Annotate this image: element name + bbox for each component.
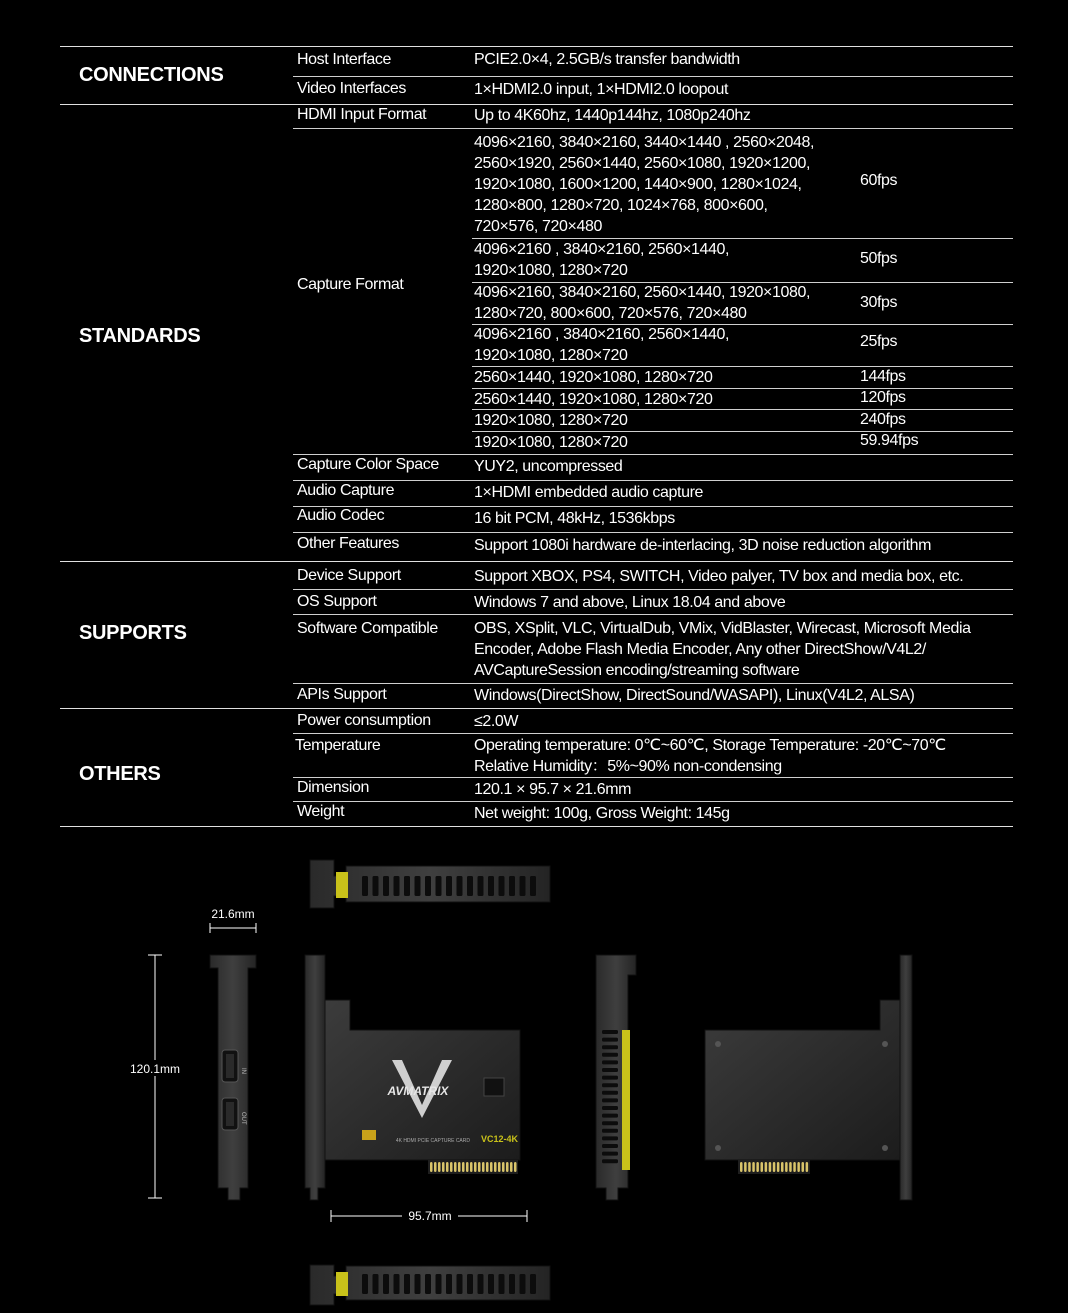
capture-color-space-label: Capture Color Space [297, 456, 439, 473]
capture-format-resolutions: 1920×1080, 1280×720 [474, 434, 628, 451]
pcie-pin [482, 1162, 485, 1172]
temperature-line: Operating temperature: 0℃~60℃, Storage Temperature: -20℃~70℃ [474, 737, 946, 754]
pcie-pin [470, 1162, 473, 1172]
screw-hole [715, 1041, 721, 1047]
resolution-line: 4096×2160, 3840×2160, 2560×1440, 1920×1080, [474, 284, 811, 301]
capture-format-fps: 50fps [860, 250, 898, 267]
height-label: 120.1mm [129, 1062, 181, 1076]
vent-slot [467, 876, 473, 896]
vent-slot [509, 1274, 515, 1294]
os-support-value: Windows 7 and above, Linux 18.04 and above [474, 594, 786, 611]
capture-format-fps: 30fps [860, 294, 898, 311]
vent-slot [383, 1274, 389, 1294]
screw-hole [882, 1041, 888, 1047]
side-view [210, 955, 256, 1200]
os-support-label: OS Support [297, 593, 377, 610]
resolution-line: 1280×800, 1280×720, 1024×768, 800×600, [474, 197, 768, 214]
pcie-pin [454, 1162, 457, 1172]
vent-slot [404, 876, 410, 896]
pcie-pin [450, 1162, 453, 1172]
vent-slot [415, 876, 421, 896]
vent-slot [415, 1274, 421, 1294]
pcie-pin [514, 1162, 517, 1172]
vent-slot [530, 1274, 536, 1294]
vent-slot [499, 1274, 505, 1294]
capture-format-fps: 60fps [860, 172, 898, 189]
vent-slot [373, 1274, 379, 1294]
vent-slot [602, 1083, 618, 1087]
screw-hole [882, 1145, 888, 1151]
software-line: Encoder, Adobe Flash Media Encoder, Any other DirectShow/V4L2/ [474, 641, 926, 658]
vent-slot [394, 1274, 400, 1294]
software-line: AVCaptureSession encoding/streaming software [474, 662, 800, 679]
vent-slot [457, 1274, 463, 1294]
dip-switch [484, 1078, 504, 1096]
host-interface-label: Host Interface [297, 51, 392, 68]
section-others: OTHERS [79, 763, 161, 785]
pcie-pin [789, 1162, 792, 1172]
other-features-label: Other Features [297, 535, 400, 552]
apis-support-value: Windows(DirectShow, DirectSound/WASAPI), Linux(V4L2, ALSA) [474, 687, 915, 704]
dimension-value: 120.1 × 95.7 × 21.6mm [474, 781, 632, 798]
vent-slot [425, 876, 431, 896]
vent-slot [478, 1274, 484, 1294]
front-bracket [305, 955, 325, 1200]
resolution-line: 2560×1920, 2560×1440, 2560×1080, 1920×1200, [474, 155, 811, 172]
vent-slot [520, 1274, 526, 1294]
resolution-line: 4096×2160 , 3840×2160, 2560×1440, [474, 241, 730, 258]
vent-slot [436, 1274, 442, 1294]
vent-slot [602, 1098, 618, 1102]
pcie-pin [773, 1162, 776, 1172]
humidity-line: Relative Humidity：5%~90% non-condensing [474, 758, 782, 775]
vent-slot [488, 1274, 494, 1294]
vent-slot [509, 876, 515, 896]
width-label: 95.7mm [408, 1209, 452, 1223]
resolution-line: 1920×1080, 1280×720 [474, 262, 628, 279]
back-view [705, 955, 912, 1200]
pcie-pin [486, 1162, 489, 1172]
bracket-vent-view [596, 955, 636, 1200]
capture-format-resolutions: 2560×1440, 1920×1080, 1280×720 [474, 369, 713, 386]
hdmi-input-format-label: HDMI Input Format [297, 106, 427, 123]
card-back [705, 1000, 900, 1160]
vent-slot [602, 1152, 618, 1156]
yellow-accent [336, 872, 348, 898]
vent-slot [602, 1068, 618, 1072]
vent-slot [446, 876, 452, 896]
capture-format-fps: 25fps [860, 333, 898, 350]
capture-color-space-value: YUY2, uncompressed [474, 458, 623, 475]
pcie-pin [777, 1162, 780, 1172]
pcie-pin [446, 1162, 449, 1172]
vent-slot [373, 876, 379, 896]
pcie-pin [434, 1162, 437, 1172]
device-support-label: Device Support [297, 567, 401, 584]
pcie-pin [748, 1162, 751, 1172]
pcie-pin [498, 1162, 501, 1172]
capture-format-fps: 144fps [860, 368, 906, 385]
model-label: VC12-4K [480, 1134, 518, 1144]
pcie-pin [502, 1162, 505, 1172]
vent-slot [446, 1274, 452, 1294]
vent-slots [362, 1274, 536, 1294]
pcie-pin [510, 1162, 513, 1172]
vent-slot [602, 1060, 618, 1064]
back-bracket [900, 955, 912, 1200]
capture-format-label: Capture Format [297, 276, 404, 293]
capture-format-fps: 59.94fps [860, 432, 919, 449]
software-line: OBS, XSplit, VLC, VirtualDub, VMix, VidBlaster, Wirecast, Microsoft Media [474, 620, 971, 637]
pcie-pin [506, 1162, 509, 1172]
vent-slot [602, 1045, 618, 1049]
pcie-pin [490, 1162, 493, 1172]
pcie-pin [740, 1162, 743, 1172]
vent-slot [499, 876, 505, 896]
bottom-view [310, 1265, 550, 1305]
vent-slot [467, 1274, 473, 1294]
pcie-pin [466, 1162, 469, 1172]
vent-slots [362, 876, 536, 896]
port-in-label: IN [240, 1068, 246, 1074]
top-view [310, 860, 550, 908]
audio-capture-label: Audio Capture [297, 482, 395, 499]
temperature-label: Temperature [295, 737, 381, 754]
pcie-pin [756, 1162, 759, 1172]
weight-value: Net weight: 100g, Gross Weight: 145g [474, 805, 730, 822]
weight-label: Weight [297, 803, 345, 820]
height-dimension [122, 955, 188, 1198]
device-support-value: Support XBOX, PS4, SWITCH, Video palyer, TV box and media box, etc. [474, 568, 964, 585]
vent-slot [488, 876, 494, 896]
resolution-line: 1280×720, 800×600, 720×576, 720×480 [474, 305, 747, 322]
pcie-pin [442, 1162, 445, 1172]
power-consumption-label: Power consumption [297, 712, 431, 729]
resolution-line: 1920×1080, 1280×720 [474, 347, 628, 364]
apis-support-label: APIs Support [297, 686, 387, 703]
pcie-pin [769, 1162, 772, 1172]
audio-codec-value: 16 bit PCM, 48kHz, 1536kbps [474, 510, 675, 527]
vent-slot [404, 1274, 410, 1294]
video-interfaces-label: Video Interfaces [297, 80, 406, 97]
vent-slot [602, 1121, 618, 1125]
tagline: 4K HDMI PCIE CAPTURE CARD [395, 1138, 470, 1144]
vent-slot [602, 1038, 618, 1042]
pcie-pin [478, 1162, 481, 1172]
depth-label: 21.6mm [211, 907, 255, 921]
vent-slot [602, 1114, 618, 1118]
pcie-pin [438, 1162, 441, 1172]
section-connections: CONNECTIONS [79, 64, 224, 86]
pcie-pins [740, 1162, 808, 1172]
resolution-line: 4096×2160 , 3840×2160, 2560×1440, [474, 326, 730, 343]
badge [362, 1130, 376, 1140]
pcie-pin [494, 1162, 497, 1172]
vent-slot [602, 1076, 618, 1080]
vent-slot [602, 1053, 618, 1057]
vent-slot [436, 876, 442, 896]
resolution-line: 4096×2160, 3840×2160, 3440×1440 , 2560×2048, [474, 134, 815, 151]
vent-slot [457, 876, 463, 896]
vent-slot [602, 1091, 618, 1095]
hdmi-in-slot [226, 1054, 234, 1078]
resolution-line: 720×576, 720×480 [474, 218, 602, 235]
host-interface-value: PCIE2.0×4, 2.5GB/s transfer bandwidth [474, 51, 740, 68]
depth-dimension [210, 907, 256, 933]
audio-codec-label: Audio Codec [297, 507, 385, 524]
vent-slot [362, 876, 368, 896]
pcie-pin [458, 1162, 461, 1172]
pcie-pin [430, 1162, 433, 1172]
vent-slot [602, 1136, 618, 1140]
vent-slot [520, 876, 526, 896]
vent-slot [383, 876, 389, 896]
vent-slot [602, 1129, 618, 1133]
pcie-pin [761, 1162, 764, 1172]
yellow-edge [622, 1030, 630, 1170]
pcie-pin [793, 1162, 796, 1172]
pcie-pin [781, 1162, 784, 1172]
capture-format-resolutions: 2560×1440, 1920×1080, 1280×720 [474, 391, 713, 408]
brand-logo: AVMATRIX [387, 1084, 449, 1098]
pcie-pin [474, 1162, 477, 1172]
vent-slot [362, 1274, 368, 1294]
resolution-line: 1920×1080, 1600×1200, 1440×900, 1280×1024, [474, 176, 802, 193]
dimension-label: Dimension [297, 779, 369, 796]
section-standards: STANDARDS [79, 325, 201, 347]
vent-slot [602, 1159, 618, 1163]
hdmi-out-slot [226, 1102, 234, 1126]
pcie-pin [806, 1162, 809, 1172]
pcie-pin [802, 1162, 805, 1172]
pcie-pin [744, 1162, 747, 1172]
pcie-pin [785, 1162, 788, 1172]
software-compatible-label: Software Compatible [297, 620, 438, 637]
width-dimension [331, 1208, 527, 1224]
yellow-accent [336, 1272, 348, 1296]
power-consumption-value: ≤2.0W [474, 713, 519, 730]
front-view [305, 955, 520, 1200]
vent-slot [478, 876, 484, 896]
audio-capture-value: 1×HDMI embedded audio capture [474, 484, 703, 501]
capture-format-fps: 240fps [860, 411, 906, 428]
pcie-pin [765, 1162, 768, 1172]
pcie-pin [797, 1162, 800, 1172]
capture-format-fps: 120fps [860, 389, 906, 406]
vent-slot [530, 876, 536, 896]
capture-format-resolutions: 1920×1080, 1280×720 [474, 412, 628, 429]
pcie-pin [462, 1162, 465, 1172]
vent-slot [602, 1030, 618, 1034]
vent-slot [425, 1274, 431, 1294]
hdmi-input-format-value: Up to 4K60hz, 1440p144hz, 1080p240hz [474, 107, 751, 124]
vent-slot [602, 1106, 618, 1110]
pcie-pin [752, 1162, 755, 1172]
port-out-label: OUT [240, 1112, 246, 1125]
other-features-value: Support 1080i hardware de-interlacing, 3D noise reduction algorithm [474, 537, 932, 554]
vent-slot [394, 876, 400, 896]
vent-slot [602, 1144, 618, 1148]
section-supports: SUPPORTS [79, 622, 187, 644]
video-interfaces-value: 1×HDMI2.0 input, 1×HDMI2.0 loopout [474, 81, 729, 98]
screw-hole [715, 1145, 721, 1151]
